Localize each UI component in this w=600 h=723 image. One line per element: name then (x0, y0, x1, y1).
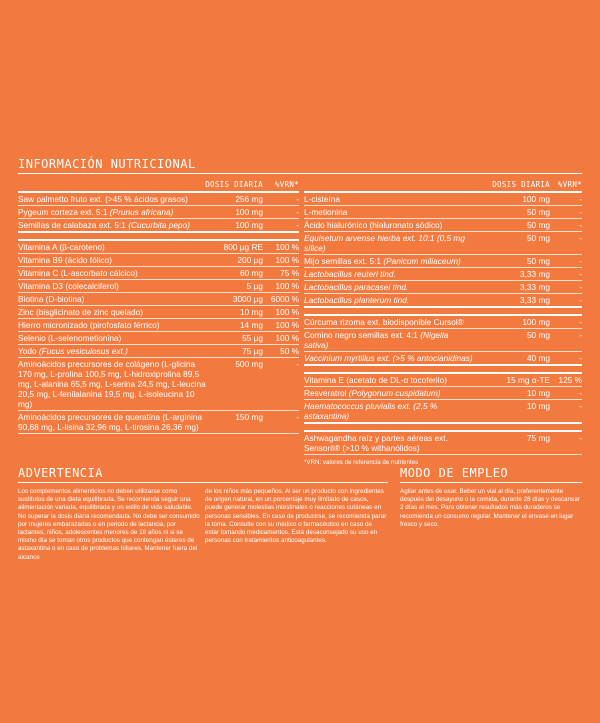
ingredient-latin-name: Lactobacillus planterum tind. (304, 295, 410, 305)
ingredient-vrn: 100 % (275, 307, 299, 317)
ingredient-name (18, 268, 215, 278)
table-row (18, 191, 299, 205)
table-row (18, 331, 299, 344)
ingredient-vrn: - (579, 353, 582, 363)
ingredient-vrn: - (579, 233, 582, 243)
advertencia-text-col2: de los niños más pequeños. Al ser un producto con ingredientes de origen natural, en un porcentaje muy limitado de casos, puede generar molestias intestinales o reacciones cutáneas en personas sensibles. En caso de producirse, se recomienda parar la toma. Consulte con su médico o farmacéutico en caso de estar tomando medicamentos. Está desaconsejado su uso en personas con tratamientos anticoagulantes. (205, 488, 387, 545)
ingredient-label: Mijo semillas ext. 5:1 (304, 256, 384, 266)
group-separator (304, 306, 582, 314)
ingredient-dose: 10 mg (526, 388, 550, 398)
table-row (304, 218, 582, 231)
table-row (18, 253, 299, 266)
table-row (18, 344, 299, 357)
table-row (304, 231, 582, 254)
ingredient-name (304, 282, 478, 292)
ingredient-vrn: 100 % (275, 333, 299, 343)
vrn-footnote: *VRN: valores de referencia de nutrientes (304, 459, 419, 466)
ingredient-vrn: - (296, 359, 299, 369)
group-separator (304, 422, 582, 430)
table-row (304, 205, 582, 218)
table-end-line (304, 454, 582, 455)
advertencia-divider (18, 482, 388, 483)
ingredient-name (304, 194, 478, 204)
ingredient-name (18, 359, 215, 409)
table-end-line (18, 433, 299, 434)
header-dose: DOSIS DIARIA (205, 179, 263, 189)
ingredient-dose: 3,33 mg (520, 282, 550, 292)
ingredient-name (304, 220, 478, 230)
advertencia-text-col1: Los complementos alimenticios no deben utilizarse como sustitutos de una dieta equilibrada. Se recomienda seguir una alimentación variada, equilibrada y un estilo de vida saludable. No superar la dosis diaria recomendada. No debe ser consumido por mujeres embarazadas o en periodo de lactancia, por lactantes, niños, adolescentes menores de 18 años ni si se mismo día se toman otros productos que contengan ésteres de astaxantina o en caso de problemas biliares. Mantener fuera del alcance (18, 488, 200, 561)
table-row (304, 351, 582, 364)
ingredient-name (304, 207, 478, 217)
ingredient-label: Vitamina A (β-caroteno) (18, 242, 105, 252)
ingredient-vrn: 100 % (275, 255, 299, 265)
ingredient-name (304, 317, 478, 327)
table-row (18, 305, 299, 318)
ingredient-label: Zinc (bisglicinato de zinc quelado) (18, 307, 143, 317)
header-vrn: %VRN* (274, 179, 299, 189)
table-row (304, 314, 582, 328)
table-row (304, 386, 582, 399)
ingredient-name (18, 333, 215, 343)
ingredient-name (304, 388, 478, 398)
ingredient-latin-name: (Nigella sativa) (304, 330, 449, 350)
ingredient-dose: 14 mg (239, 320, 263, 330)
title-divider (18, 173, 582, 174)
table-row (304, 254, 582, 267)
ingredient-dose: 3,33 mg (520, 269, 550, 279)
ingredient-dose: 40 mg (526, 353, 550, 363)
table-row (18, 239, 299, 253)
ingredient-dose: 150 mg (235, 412, 263, 422)
ingredient-label: Aminoácidos precursores de colágeno (L-glicina 170 mg, L-prolina 100,5 mg, L-hidroxiprolina 89,5 mg, L-alanina 65,5 mg, L-serina 24,5 mg, L-leucina 20,5 mg, L-fenilalanina 19,5 mg, L-isoleucina 10 mg) (18, 359, 206, 409)
table-header-left (18, 177, 299, 191)
ingredient-vrn: - (296, 412, 299, 422)
ingredient-dose: 60 mg (239, 268, 263, 278)
ingredient-vrn: - (579, 330, 582, 340)
ingredient-vrn: - (579, 401, 582, 411)
ingredient-name (18, 220, 215, 230)
table-row (304, 430, 582, 454)
ingredient-latin-name: Equisetum arvense hierba ext. 10:1 (0,5 mg sílice) (304, 233, 465, 253)
ingredient-dose: 500 mg (235, 359, 263, 369)
table-row (18, 410, 299, 433)
ingredient-dose: 50 mg (526, 207, 550, 217)
ingredient-vrn: - (579, 282, 582, 292)
ingredient-dose: 200 µg (237, 255, 263, 265)
ingredient-vrn: - (579, 317, 582, 327)
ingredient-latin-name: Lactobacillus paracasei tind. (304, 282, 409, 292)
ingredient-dose: 10 mg (239, 307, 263, 317)
ingredient-name (304, 269, 478, 279)
ingredient-label: Saw palmetto fruto ext. (>45 % ácidos grasos) (18, 194, 188, 204)
ingredient-latin-name: (Fucus vesiculosus ext.) (38, 346, 128, 356)
ingredient-label: Vitamina C (L-ascorbato cálcico) (18, 268, 138, 278)
table-row (304, 399, 582, 422)
ingredient-label: L-metionina (304, 207, 348, 217)
ingredient-label: Vitamina D3 (colecalciferol) (18, 281, 119, 291)
ingredient-label: Aminoácidos precursores de queratina (L-arginina 90,68 mg, L-lisina 32,96 mg, L-tirosina 26,36 mg) (18, 412, 203, 432)
ingredient-label: Pygeum corteza ext. 5:1 (18, 207, 110, 217)
ingredient-name (18, 207, 215, 217)
ingredient-vrn: - (579, 194, 582, 204)
table-row (304, 267, 582, 280)
ingredient-dose: 50 mg (526, 256, 550, 266)
group-separator (304, 364, 582, 372)
modo-empleo-text: Agitar antes de usar. Beber un vial al día, preferentemente después del desayuno o la comida, durante 28 días y descansar 2 días al mes. Para obtener resultados más duraderos se recomienda un consumo regular. Mantener el envase en lugar fresco y seco. (400, 488, 580, 528)
ingredient-name (18, 242, 215, 252)
ingredient-dose: 256 mg (235, 194, 263, 204)
table-row (18, 357, 299, 410)
ingredient-vrn: - (579, 433, 582, 443)
ingredient-label: Hierro micronizado (pirofosfato férrico) (18, 320, 160, 330)
ingredient-name (304, 330, 478, 350)
ingredient-dose: 15 mg α-TE (506, 375, 550, 385)
ingredient-name (18, 346, 215, 356)
ingredient-latin-name: Haematococcus pluvialis ext. (2,5 % astaxantina) (304, 401, 438, 421)
ingredient-name (304, 433, 478, 453)
ingredient-vrn: 6000 % (270, 294, 299, 304)
header-dose: DOSIS DIARIA (492, 179, 550, 189)
ingredient-dose: 100 mg (235, 220, 263, 230)
ingredient-label: Comino negro semillas ext. 4:1 (304, 330, 421, 340)
modo-empleo-divider (400, 482, 582, 483)
ingredient-vrn: - (296, 207, 299, 217)
left-rows (18, 191, 299, 434)
ingredient-dose: 5 µg (246, 281, 263, 291)
ingredient-dose: 100 mg (235, 207, 263, 217)
ingredient-latin-name: (Cucurbita pepo) (128, 220, 191, 230)
ingredient-name (304, 375, 478, 385)
ingredient-latin-name: (Panicum miliaceum) (383, 256, 461, 266)
right-rows (304, 191, 582, 455)
ingredient-name (18, 281, 215, 291)
ingredient-name (304, 353, 478, 363)
table-row (18, 292, 299, 305)
table-row (304, 372, 582, 386)
ingredient-name (304, 256, 478, 266)
table-row (304, 191, 582, 205)
ingredient-label: L-cisteína (304, 194, 340, 204)
advertencia-title: ADVERTENCIA (18, 466, 103, 480)
ingredient-vrn: - (579, 256, 582, 266)
ingredient-name (304, 401, 478, 421)
ingredient-name (18, 307, 215, 317)
ingredient-label: Resveratrol (304, 388, 349, 398)
ingredient-label: Ácido hialurónico (hialuronato sódico) (304, 220, 443, 230)
ingredient-dose: 100 mg (522, 317, 550, 327)
ingredient-label: Ashwagandha raíz y partes aéreas ext. Sensoril® (>10 % withanólidos) (304, 433, 448, 453)
ingredient-label: Vitamina B9 (ácido fólico) (18, 255, 112, 265)
table-header-right (304, 177, 582, 191)
ingredient-dose: 100 mg (522, 194, 550, 204)
table-row (18, 266, 299, 279)
ingredient-dose: 10 mg (526, 401, 550, 411)
ingredient-dose: 75 mg (526, 433, 550, 443)
ingredient-vrn: - (579, 269, 582, 279)
table-row (18, 318, 299, 331)
ingredient-vrn: 75 % (280, 268, 299, 278)
ingredient-dose: 55 µg (242, 333, 263, 343)
ingredient-label: Semillas de calabaza ext. 5:1 (18, 220, 129, 230)
table-row (18, 205, 299, 218)
table-row (304, 293, 582, 306)
ingredient-name (18, 255, 215, 265)
ingredient-name (304, 295, 478, 305)
ingredient-dose: 50 mg (526, 330, 550, 340)
ingredient-vrn: - (579, 388, 582, 398)
group-separator (18, 231, 299, 239)
ingredient-vrn: - (296, 220, 299, 230)
ingredient-label: Vitamina E (acetato de DL-α tocoferilo) (304, 375, 447, 385)
ingredient-name (18, 320, 215, 330)
ingredient-name (18, 294, 215, 304)
table-row (18, 218, 299, 231)
ingredient-vrn: 100 % (275, 281, 299, 291)
ingredient-dose: 800 µg RE (223, 242, 263, 252)
ingredient-label: Cúrcuma rizoma ext. biodisponible Cursol® (304, 317, 464, 327)
ingredient-vrn: 125 % (558, 375, 582, 385)
ingredient-label: Biotina (D-biotina) (18, 294, 85, 304)
nutrition-table-right (304, 177, 582, 466)
ingredient-vrn: 100 % (275, 242, 299, 252)
header-vrn: %VRN* (557, 179, 582, 189)
ingredient-dose: 50 mg (526, 220, 550, 230)
ingredient-dose: 75 µg (242, 346, 263, 356)
ingredient-name (18, 412, 215, 432)
ingredient-dose: 3,33 mg (520, 295, 550, 305)
ingredient-latin-name: (Prunus africana) (109, 207, 174, 217)
nutrition-table-left (18, 177, 299, 434)
ingredient-name (304, 233, 478, 253)
ingredient-vrn: 100 % (275, 320, 299, 330)
ingredient-name (18, 194, 215, 204)
ingredient-vrn: - (579, 295, 582, 305)
table-row (304, 328, 582, 351)
ingredient-dose: 50 mg (526, 233, 550, 243)
ingredient-vrn: - (579, 207, 582, 217)
ingredient-vrn: - (296, 194, 299, 204)
ingredient-latin-name: Vaccinium myrtillus ext. (>5 % antocianidinas) (304, 353, 473, 363)
ingredient-label: Selenio (L-selenometionina) (18, 333, 122, 343)
ingredient-latin-name: (Polygonum cuspidatum) (348, 388, 441, 398)
ingredient-vrn: - (579, 220, 582, 230)
ingredient-dose: 3000 µg (232, 294, 263, 304)
table-row (18, 279, 299, 292)
ingredient-latin-name: Lactobacillus reuteri tind. (304, 269, 396, 279)
ingredient-label: Yodo (18, 346, 39, 356)
table-row (304, 280, 582, 293)
nutrition-title: INFORMACIÓN NUTRICIONAL (18, 157, 196, 171)
ingredient-vrn: 50 % (280, 346, 299, 356)
modo-empleo-title: MODO DE EMPLEO (400, 466, 509, 480)
